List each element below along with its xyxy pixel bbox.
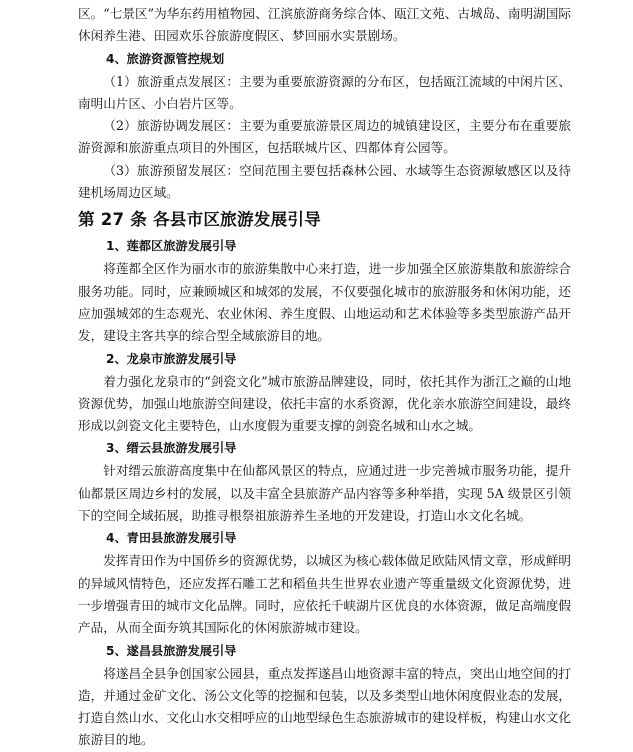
paragraph: 将遂昌全县争创国家公园县，重点发挥遂昌山地资源丰富的特点，突出山地空间的打造，并通过金矿文化、汤公文化等的挖掘和包装，以及多类型山地休闲度假业态的发展，打造自然山水、文化山水交相呼应的山地型绿色生态旅游城市的建设样板，构建山水文化旅游目的地。 bbox=[78, 665, 571, 748]
section-heading: 4、旅游资源管控规划 bbox=[106, 51, 225, 66]
paragraph: 发挥青田作为中国侨乡的资源优势，以城区为核心载体做足欧陆风情文章，形成鲜明的异域风情特色，还应发挥石雕工艺和稻鱼共生世界农业遗产等重量级文化资源优势，进一步增强青田的城市文化品牌。同时，应依托千峡湖片区优良的水体资源，做足高端度假产品，从而全面夯筑其国际化的休闲旅游城市建设。 bbox=[78, 553, 571, 636]
section-heading: 3、缙云县旅游发展引导 bbox=[106, 441, 237, 456]
paragraph: 将莲都全区作为丽水市的旅游集散中心来打造，进一步加强全区旅游集散和旅游综合服务功能。同时，应兼顾城区和城郊的发展，不仅要强化城市的旅游服务和休闲功能，还应加强城郊的生态观光、农业休闲、养生度假、山地运动和艺术体验等多类型旅游产品开发，建设主客共享的综合型全域旅游目的地。 bbox=[78, 261, 571, 344]
paragraph: （1）旅游重点发展区：主要为重要旅游资源的分布区，包括瓯江流域的中闲片区、南明山片区、小白岩片区等。 bbox=[78, 73, 571, 111]
section-heading: 4、青田县旅游发展引导 bbox=[106, 531, 237, 546]
section-heading: 2、龙泉市旅游发展引导 bbox=[106, 351, 237, 366]
paragraph: （3）旅游预留发展区：空间范围主要包括森林公园、水域等生态资源敏感区以及待建机场周边区域。 bbox=[78, 162, 571, 201]
paragraph: 区。“七景区”为华东药用植物园、江滨旅游商务综合体、瓯江文苑、古城岛、南明湖国际休闲养生港、田园欢乐谷旅游度假区、梦回丽水实景剧场。 bbox=[78, 6, 571, 44]
paragraph: （2）旅游协调发展区：主要为重要旅游景区周边的城镇建设区，主要分布在重要旅游资源和旅游重点项目的外围区，包括联城片区、四都体育公园等。 bbox=[78, 118, 571, 156]
section-heading: 1、莲都区旅游发展引导 bbox=[106, 239, 237, 254]
paragraph: 着力强化龙泉市的“剑瓷文化”城市旅游品牌建设，同时，依托其作为浙江之巅的山地资源优势，加强山地旅游空间建设，依托丰富的水系资源，优化亲水旅游空间建设，最终形成以剑瓷文化主要特色，山水度假为重要支撑的剑瓷名城和山水之城。 bbox=[78, 373, 571, 434]
section-heading: 5、遂昌县旅游发展引导 bbox=[106, 643, 237, 658]
article-heading: 第 27 条 各县市区旅游发展引导 bbox=[78, 210, 321, 230]
paragraph: 针对缙云旅游高度集中在仙都风景区的特点，应通过进一步完善城市服务功能，提升仙都景区周边乡村的发展，以及丰富全县旅游产品内容等多种举措，实现 5A 级景区引领下的空间全域拓展，助推寻根祭祖旅游养生圣地的开发建设，打造山水文化名城。 bbox=[78, 463, 571, 524]
